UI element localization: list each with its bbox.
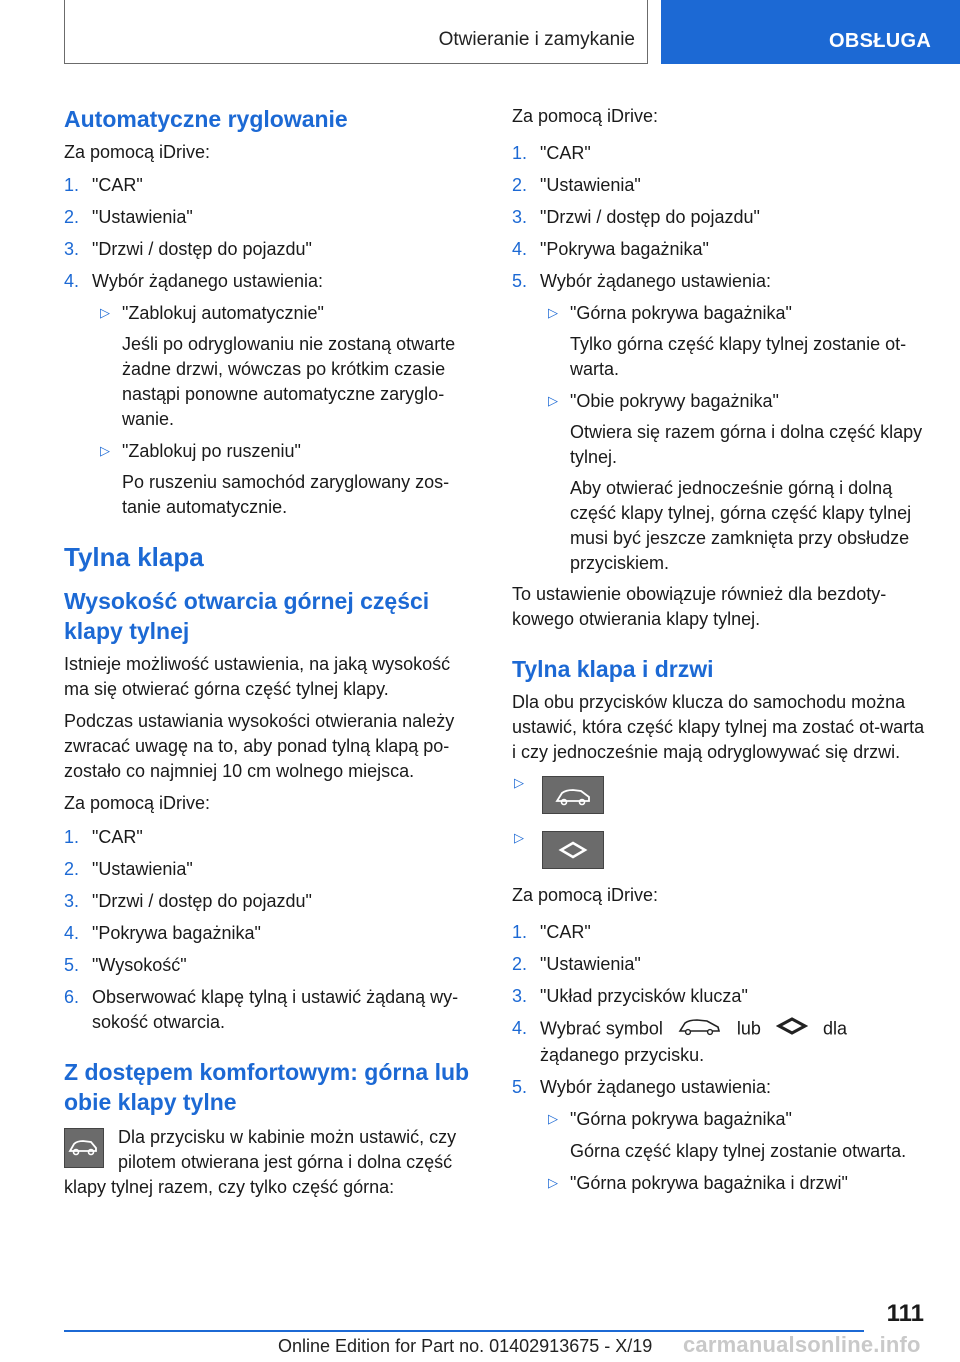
list-item: 3. "Drzwi / dostęp do pojazdu" <box>512 207 760 227</box>
key-diamond-button-icon <box>542 831 604 869</box>
list-item: 5. Wybór żądanego ustawienia: <box>512 1077 771 1097</box>
key-tailgate-button-icon <box>542 776 604 814</box>
idrive-intro: Za pomocą iDrive: <box>64 793 211 813</box>
list-item: 2. "Ustawienia" <box>512 954 641 974</box>
idrive-intro: Za pomocą iDrive: <box>512 885 659 905</box>
car-symbol-icon <box>676 1016 724 1043</box>
paragraph: Istnieje możliwość ustawienia, na jaką wysokość ma się otwierać górna część tylnej klapy. <box>64 654 451 699</box>
paragraph: Dla obu przycisków klucza do samochodu można ustawić, która część klapy tylnej ma zostać ot-warta i czy jednocześnie mają odryglowywać się drzwi. <box>512 692 925 762</box>
list-item: 3. "Układ przycisków klucza" <box>512 986 748 1006</box>
triangle-bullet-icon: ▷ <box>548 305 558 320</box>
triangle-bullet-icon: ▷ <box>514 775 524 790</box>
list-item: 2. "Ustawienia" <box>64 859 193 879</box>
bullet-description: Jeśli po odryglowaniu nie zostaną otwarte żadne drzwi, wówczas po krótkim czasie nastąpi ponowne automatyczne zaryglo-wanie. <box>122 334 456 429</box>
step-list <box>512 920 926 1100</box>
heading-opening-height: Wysokość otwarcia górnej części klapy tylnej <box>64 588 430 644</box>
bullet-item: ▷ "Górna pokrywa bagażnika i drzwi" <box>512 1171 926 1196</box>
triangle-bullet-icon: ▷ <box>100 443 110 458</box>
paragraph: Dla przycisku w kabinie możn ustawić, czy pilotem otwierana jest górna i dolna część klapy tylnej razem, czy tylko część górna: <box>64 1127 457 1197</box>
heading-auto-lock: Automatyczne ryglowanie <box>64 106 348 132</box>
list-item: 1. "CAR" <box>64 175 143 195</box>
left-column <box>64 98 478 1200</box>
list-item: 5. Wybór żądanego ustawienia: <box>512 271 771 291</box>
step-list <box>64 825 478 1035</box>
triangle-bullet-icon: ▷ <box>100 305 110 320</box>
bullet-description: Tylko górna część klapy tylnej zostanie ot-warta. <box>570 334 907 379</box>
triangle-bullet-icon: ▷ <box>548 393 558 408</box>
heading-comfort-access: Z dostępem komfortowym: górna lub obie klapy tylne <box>64 1059 470 1115</box>
list-item: 2. "Ustawienia" <box>64 207 193 227</box>
list-item: 4. "Pokrywa bagażnika" <box>64 923 261 943</box>
comfort-paragraph-block <box>64 1125 478 1200</box>
heading-tailgate: Tylna klapa <box>64 542 204 572</box>
key-button-row <box>512 830 926 870</box>
paragraph: To ustawienie obowiązuje również dla bezdoty-kowego otwierania klapy tylnej. <box>512 584 887 629</box>
idrive-intro: Za pomocą iDrive: <box>64 142 211 162</box>
triangle-bullet-icon: ▷ <box>514 830 524 845</box>
list-item: 1. "CAR" <box>512 922 591 942</box>
list-item: 3. "Drzwi / dostęp do pojazdu" <box>64 891 312 911</box>
list-item: 5. "Wysokość" <box>64 955 187 975</box>
bullet-item: ▷ "Górna pokrywa bagażnika" <box>512 1107 926 1132</box>
list-item: 4. Wybór żądanego ustawienia: <box>64 271 323 291</box>
list-item: 3. "Drzwi / dostęp do pojazdu" <box>64 239 312 259</box>
key-button-row <box>512 775 926 815</box>
bullet-item: ▷ "Obie pokrywy bagażnika" <box>512 389 926 414</box>
triangle-bullet-icon: ▷ <box>548 1111 558 1126</box>
watermark: carmanualsonline.info <box>683 1332 921 1357</box>
step-list <box>512 141 926 294</box>
list-item: 6. Obserwować klapę tylną i ustawić żądaną wy-sokość otwarcia. <box>64 987 459 1032</box>
list-item: 4. Wybrać symbol lub dla żądanego przycisku. <box>512 1018 847 1065</box>
page-number: 111 <box>886 1300 924 1327</box>
list-item: 2. "Ustawienia" <box>512 175 641 195</box>
bullet-description: Aby otwierać jednocześnie górną i dolną część klapy tylnej, górna część klapy tylnej musi być jeszcze zamknięta przy obsłudze przyciskiem. <box>570 478 912 573</box>
bullet-item: ▷ "Zablokuj automatycznie" <box>64 301 478 326</box>
paragraph: Podczas ustawiania wysokości otwierania należy zwracać uwagę na to, aby ponad tylną klapą po-zostało co najmniej 10 cm wolnego miejsca. <box>64 711 455 781</box>
bullet-description: Górna część klapy tylnej zostanie otwarta. <box>570 1141 907 1161</box>
bullet-item: ▷ "Zablokuj po ruszeniu" <box>64 439 478 464</box>
idrive-intro: Za pomocą iDrive: <box>512 106 659 126</box>
diamond-symbol-icon <box>776 1017 808 1042</box>
header-section-box <box>64 0 648 64</box>
list-item: 1. "CAR" <box>64 827 143 847</box>
footer-edition: Online Edition for Part no. 01402913675 - X/19 <box>278 1336 653 1356</box>
bullet-description: Po ruszeniu samochód zaryglowany zos-tanie automatycznie. <box>122 472 450 517</box>
bullet-description: Otwiera się razem górna i dolna część klapy tylnej. <box>570 422 923 467</box>
header-section-title: Otwieranie i zamykanie <box>438 29 635 50</box>
step-list <box>64 173 478 294</box>
right-column <box>512 98 926 1196</box>
list-item: 4. "Pokrywa bagażnika" <box>512 239 709 259</box>
header-tab: OBSŁUGA <box>661 0 960 64</box>
bullet-item: ▷ "Górna pokrywa bagażnika" <box>512 301 926 326</box>
list-item: 1. "CAR" <box>512 143 591 163</box>
triangle-bullet-icon: ▷ <box>548 1175 558 1190</box>
heading-tailgate-doors: Tylna klapa i drzwi <box>512 656 714 682</box>
car-tailgate-icon <box>64 1128 104 1168</box>
